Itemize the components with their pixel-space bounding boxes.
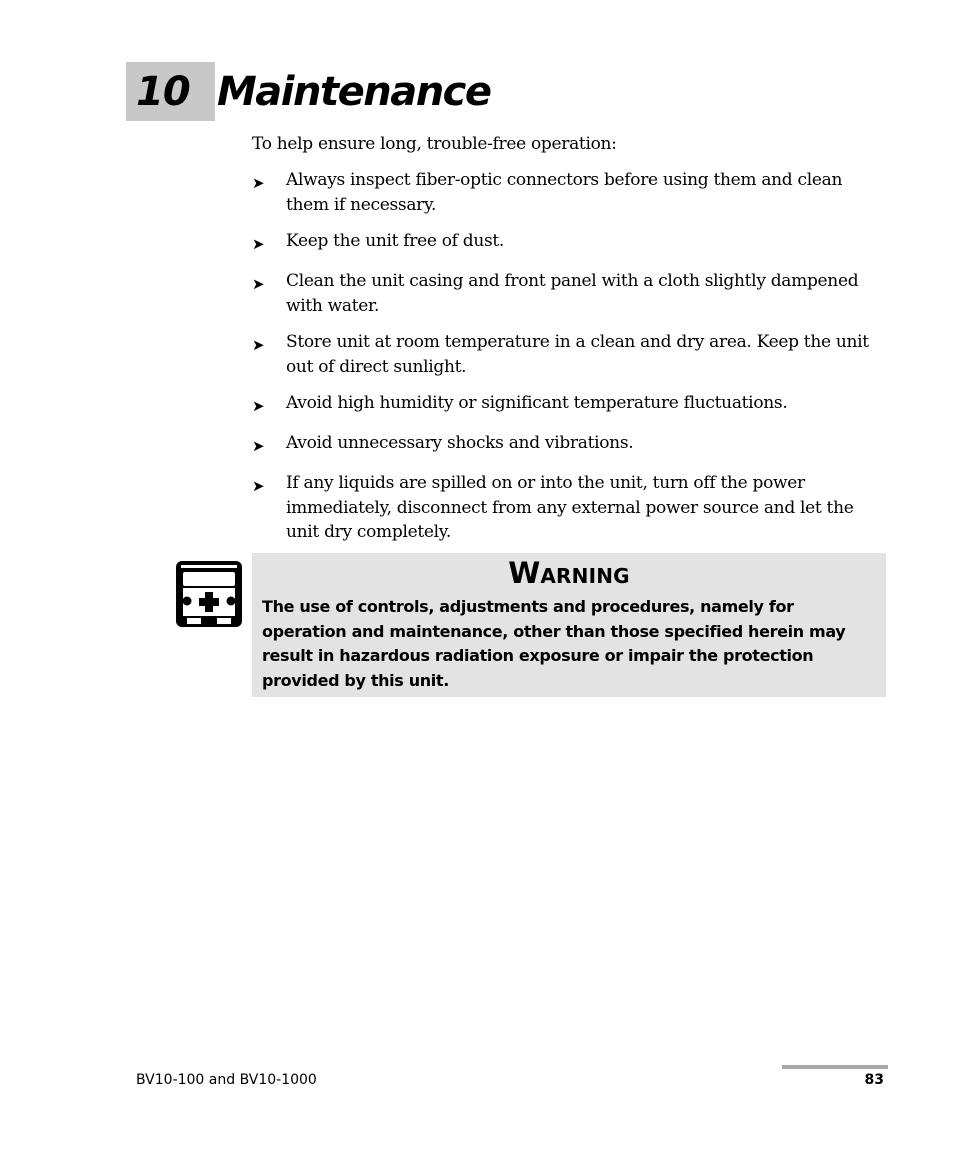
- list-item-text: Avoid unnecessary shocks and vibrations.: [286, 433, 634, 453]
- warning-text: The use of controls, adjustments and procedures, namely for operation and maintenance, other than those specified herein may result in hazardous radiation exposure or impair the protection provided by this unit.: [262, 597, 846, 690]
- intro-paragraph: To help ensure long, trouble-free operation:: [252, 134, 617, 154]
- list-item: [252, 391, 882, 419]
- chapter-header: [126, 62, 491, 121]
- warning-title: Warning: [508, 556, 630, 590]
- list-item: [252, 168, 882, 217]
- list-item-text: Store unit at room temperature in a clean and dry area. Keep the unit out of direct sunlight.: [286, 332, 869, 377]
- warning-box: [252, 553, 886, 697]
- chapter-number: 10: [136, 68, 190, 115]
- list-item-text: Always inspect fiber-optic connectors before using them and clean them if necessary.: [286, 170, 843, 215]
- bullet-arrow-icon: ➤: [252, 174, 265, 192]
- list-item: [252, 330, 882, 379]
- footer-divider: [782, 1065, 888, 1069]
- list-item-text: Avoid high humidity or significant temperature fluctuations.: [286, 393, 788, 413]
- list-item-text: If any liquids are spilled on or into the unit, turn off the power immediately, disconnect from any external power source and let the unit dry completely.: [286, 473, 854, 542]
- bullet-arrow-icon: ➤: [252, 477, 265, 495]
- footer-product-name: BV10-100 and BV10-1000: [136, 1072, 317, 1088]
- chapter-title: Maintenance: [217, 68, 491, 115]
- bullet-arrow-icon: ➤: [252, 235, 265, 253]
- list-item-text: Keep the unit free of dust.: [286, 231, 505, 251]
- list-item: [252, 269, 882, 318]
- ambulance-warning-icon: [175, 560, 243, 628]
- bullet-arrow-icon: ➤: [252, 397, 265, 415]
- list-item: [252, 471, 882, 545]
- bullet-arrow-icon: ➤: [252, 275, 265, 293]
- bullet-arrow-icon: ➤: [252, 437, 265, 455]
- list-item: [252, 229, 882, 257]
- bullet-arrow-icon: ➤: [252, 336, 265, 354]
- maintenance-list: [252, 168, 882, 557]
- chapter-number-box: [126, 62, 215, 121]
- list-item-text: Clean the unit casing and front panel with a cloth slightly dampened with water.: [286, 271, 859, 316]
- page-number: 83: [864, 1072, 884, 1088]
- list-item: [252, 431, 882, 459]
